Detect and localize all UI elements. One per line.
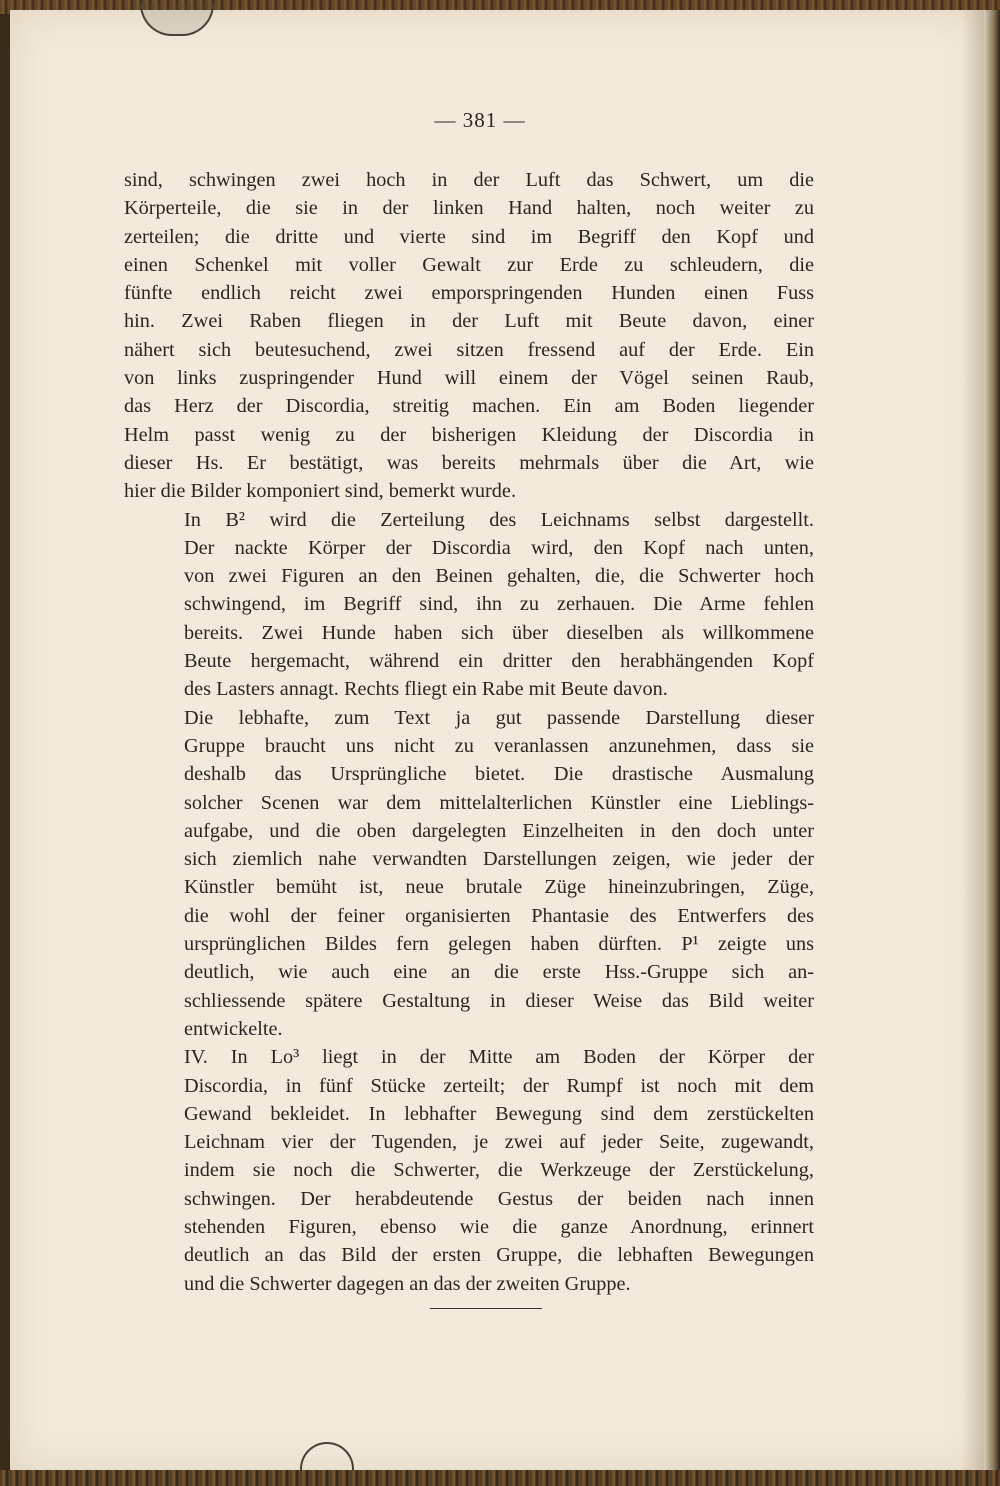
text-line: einen Schenkel mit voller Gewalt zur Erde zu schleudern, die [124,253,814,276]
text-line: sind, schwingen zwei hoch in der Luft das Schwert, um die [124,169,814,191]
text-line: von links zuspringender Hund will einem der Vögel seinen Raub, [124,367,814,390]
text-line: deutlich, wie auch eine an die erste Hss.-Gruppe sich an- [184,961,814,984]
body-text [124,166,814,1298]
text-line: solcher Scenen war dem mittelalterlichen Künstler eine Lieblings- [184,791,814,814]
spine-shadow [962,10,984,1472]
text-line: von zwei Figuren an den Beinen gehalten, die, die Schwerter hoch [184,565,814,588]
clip-mark-bottom [300,1442,354,1470]
text-line: deshalb das Ursprüngliche bietet. Die drastische Ausmalung [184,763,814,786]
text-line: Der nackte Körper der Discordia wird, den Kopf nach unten, [184,536,814,559]
text-line: schwingen. Der herabdeutende Gestus der beiden nach innen [184,1187,814,1210]
text-line: die wohl der feiner organisierten Phantasie des Entwerfers des [184,904,814,927]
text-line: bereits. Zwei Hunde haben sich über dieselben als willkommene [184,621,814,644]
text-line: indem sie noch die Schwerter, die Werkzeuge der Zerstückelung, [184,1159,814,1182]
text-line: Discordia, in fünf Stücke zerteilt; der Rumpf ist noch mit dem [184,1074,814,1097]
text-line: aufgabe, und die oben dargelegten Einzelheiten in den doch unter [184,819,814,842]
clip-mark-top [140,4,214,36]
text-line: schwingend, im Begriff sind, ihn zu zerhauen. Die Arme fehlen [184,593,814,616]
book-page [10,10,984,1472]
text-line: des Lasters annagt. Rechts fliegt ein Rabe mit Beute davon. [184,678,668,701]
book-edge-right [984,10,1000,1472]
text-line: ursprünglichen Bildes fern gelegen haben dürften. P¹ zeigte uns [184,933,814,956]
text-line: hin. Zwei Raben fliegen in der Luft mit Beute davon, einer [124,310,814,333]
text-line: Gewand bekleidet. In lebhafter Bewegung sind dem zerstückelten [184,1102,814,1125]
text-line: hier die Bilder komponiert sind, bemerkt wurde. [124,480,517,503]
text-line: In B² wird die Zerteilung des Leichnams selbst dargestellt. [184,508,814,531]
text-line: schliessende spätere Gestaltung in dieser Weise das Bild weiter [184,989,814,1012]
text-line: und die Schwerter dagegen an das der zweiten Gruppe. [184,1272,631,1295]
page-number: — 381 — [434,108,526,132]
paragraph [124,1043,814,1298]
text-line: zerteilen; die dritte und vierte sind im Begriff den Kopf und [124,225,814,248]
text-line: entwickelte. [184,1017,283,1040]
text-line: dieser Hs. Er bestätigt, was bereits mehrmals über die Art, wie [124,451,814,474]
text-line: Gruppe braucht uns nicht zu veranlassen anzunehmen, dass sie [184,734,814,757]
text-line: das Herz der Discordia, streitig machen. Ein am Boden liegender [124,395,814,418]
scan-border-bottom [0,1470,1000,1486]
paragraph [124,506,814,704]
text-line: deutlich an das Bild der ersten Gruppe, die lebhaften Bewegungen [184,1244,814,1267]
text-line: nähert sich beutesuchend, zwei sitzen fressend auf der Erde. Ein [124,338,814,361]
text-line: Beute hergemacht, während ein dritter den herabhängenden Kopf [184,650,814,673]
text-line: sich ziemlich nahe verwandten Darstellungen zeigen, wie jeder der [184,848,814,871]
text-line: stehenden Figuren, ebenso wie die ganze Anordnung, erinnert [184,1215,814,1238]
text-line: Helm passt wenig zu der bisherigen Kleidung der Discordia in [124,423,814,446]
paragraph [124,166,814,506]
text-line: Die lebhafte, zum Text ja gut passende Darstellung dieser [184,706,814,729]
text-line: Künstler bemüht ist, neue brutale Züge hineinzubringen, Züge, [184,876,814,899]
paragraph [124,704,814,1044]
text-line: Leichnam vier der Tugenden, je zwei auf jeder Seite, zugewandt, [184,1131,814,1154]
section-end-rule [430,1308,542,1309]
text-line: IV. In Lo³ liegt in der Mitte am Boden der Körper der [184,1046,814,1069]
text-line: fünfte endlich reicht zwei emporspringenden Hunden einen Fuss [124,282,814,305]
text-line: Körperteile, die sie in der linken Hand halten, noch weiter zu [124,197,814,220]
